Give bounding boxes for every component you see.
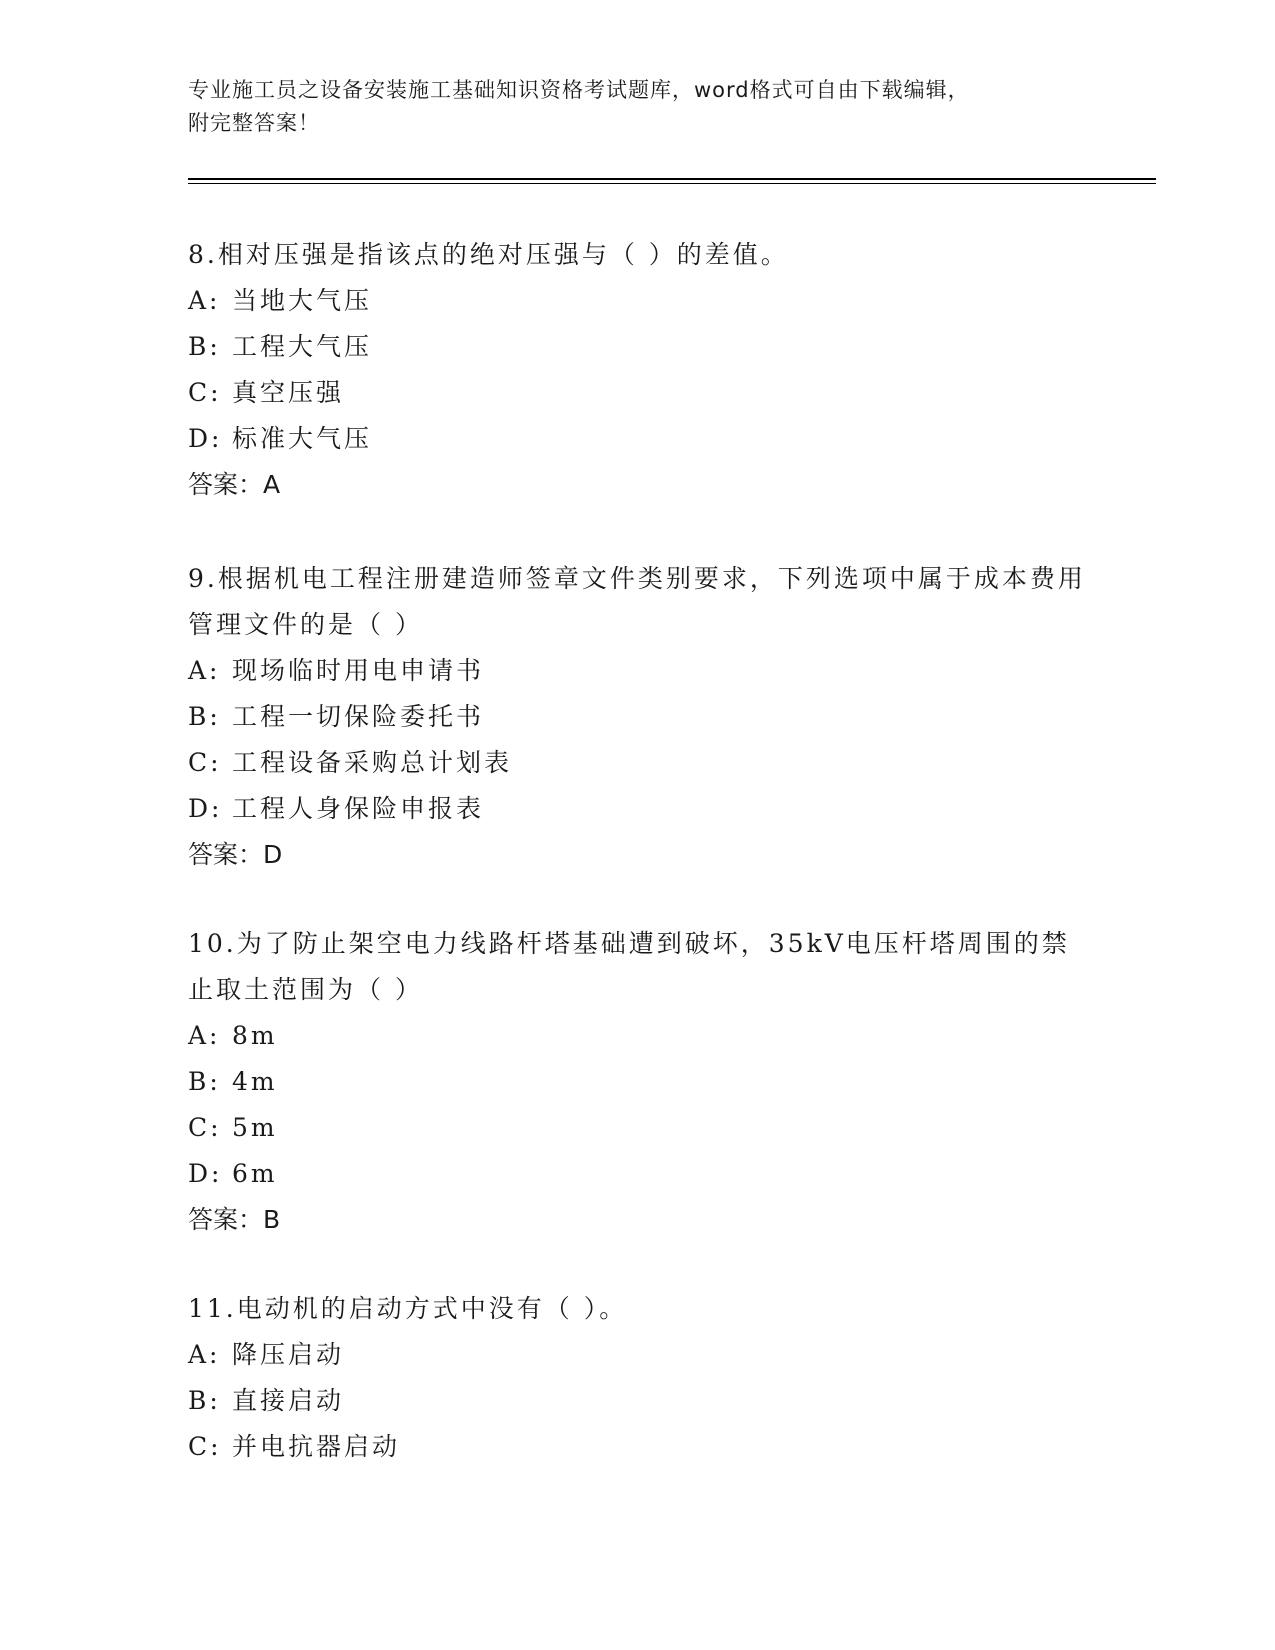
header-line-1: 专业施工员之设备安装施工基础知识资格考试题库，word格式可自由下载编辑，	[188, 78, 970, 102]
option-text: 工程一切保险委托书	[232, 702, 485, 731]
option-letter: C:	[188, 1113, 222, 1142]
option-text: 4m	[232, 1067, 278, 1096]
option-a	[188, 648, 1088, 694]
question-stem: 9.根据机电工程注册建造师签章文件类别要求，下列选项中属于成本费用管理文件的是（ ）	[188, 564, 1086, 639]
option-text: 5m	[232, 1113, 278, 1142]
option-c	[188, 740, 1088, 786]
question-10	[188, 921, 1088, 1243]
option-letter: B:	[188, 1386, 221, 1415]
option-text: 工程人身保险申报表	[232, 794, 485, 823]
option-letter: D:	[188, 1159, 223, 1188]
option-letter: C:	[188, 748, 222, 777]
option-letter: A:	[188, 286, 221, 315]
document-header	[188, 74, 1088, 140]
option-text: 工程设备采购总计划表	[232, 748, 513, 777]
option-letter: B:	[188, 702, 221, 731]
option-letter: B:	[188, 332, 221, 361]
option-text: 当地大气压	[232, 286, 373, 315]
option-letter: D:	[188, 424, 223, 453]
question-8	[188, 232, 1088, 508]
option-c	[188, 1105, 1088, 1151]
question-stem: 11.电动机的启动方式中没有（ ）。	[188, 1294, 628, 1323]
header-line-2: 附完整答案！	[188, 111, 320, 135]
option-b	[188, 1378, 1088, 1424]
option-c	[188, 370, 1088, 416]
question-stem: 10.为了防止架空电力线路杆塔基础遭到破坏，35kV电压杆塔周围的禁止取土范围为（ ）	[188, 929, 1070, 1004]
option-a	[188, 278, 1088, 324]
option-letter: D:	[188, 794, 223, 823]
question-11	[188, 1286, 1088, 1470]
option-b	[188, 324, 1088, 370]
option-letter: A:	[188, 1340, 221, 1369]
option-text: 6m	[232, 1159, 278, 1188]
option-text: 标准大气压	[232, 424, 373, 453]
option-letter: A:	[188, 1021, 221, 1050]
question-stem: 8.相对压强是指该点的绝对压强与（ ）的差值。	[188, 240, 789, 269]
option-text: 直接启动	[232, 1386, 345, 1415]
header-divider-thin	[188, 183, 1156, 184]
option-text: 降压启动	[232, 1340, 345, 1369]
option-d	[188, 416, 1088, 462]
option-letter: C:	[188, 378, 222, 407]
option-d	[188, 1151, 1088, 1197]
option-d	[188, 786, 1088, 832]
option-a	[188, 1013, 1088, 1059]
option-letter: B:	[188, 1067, 221, 1096]
option-text: 8m	[232, 1021, 278, 1050]
option-c	[188, 1424, 1088, 1470]
answer-line: 答案：B	[188, 1205, 281, 1234]
option-b	[188, 694, 1088, 740]
option-text: 现场临时用电申请书	[232, 656, 485, 685]
question-9	[188, 556, 1088, 878]
option-text: 并电抗器启动	[232, 1432, 401, 1461]
header-divider-thick	[188, 178, 1156, 180]
option-a	[188, 1332, 1088, 1378]
answer-line: 答案：A	[188, 470, 281, 499]
option-letter: A:	[188, 656, 221, 685]
option-text: 真空压强	[232, 378, 345, 407]
option-letter: C:	[188, 1432, 222, 1461]
answer-line: 答案：D	[188, 840, 283, 869]
option-text: 工程大气压	[232, 332, 373, 361]
option-b	[188, 1059, 1088, 1105]
